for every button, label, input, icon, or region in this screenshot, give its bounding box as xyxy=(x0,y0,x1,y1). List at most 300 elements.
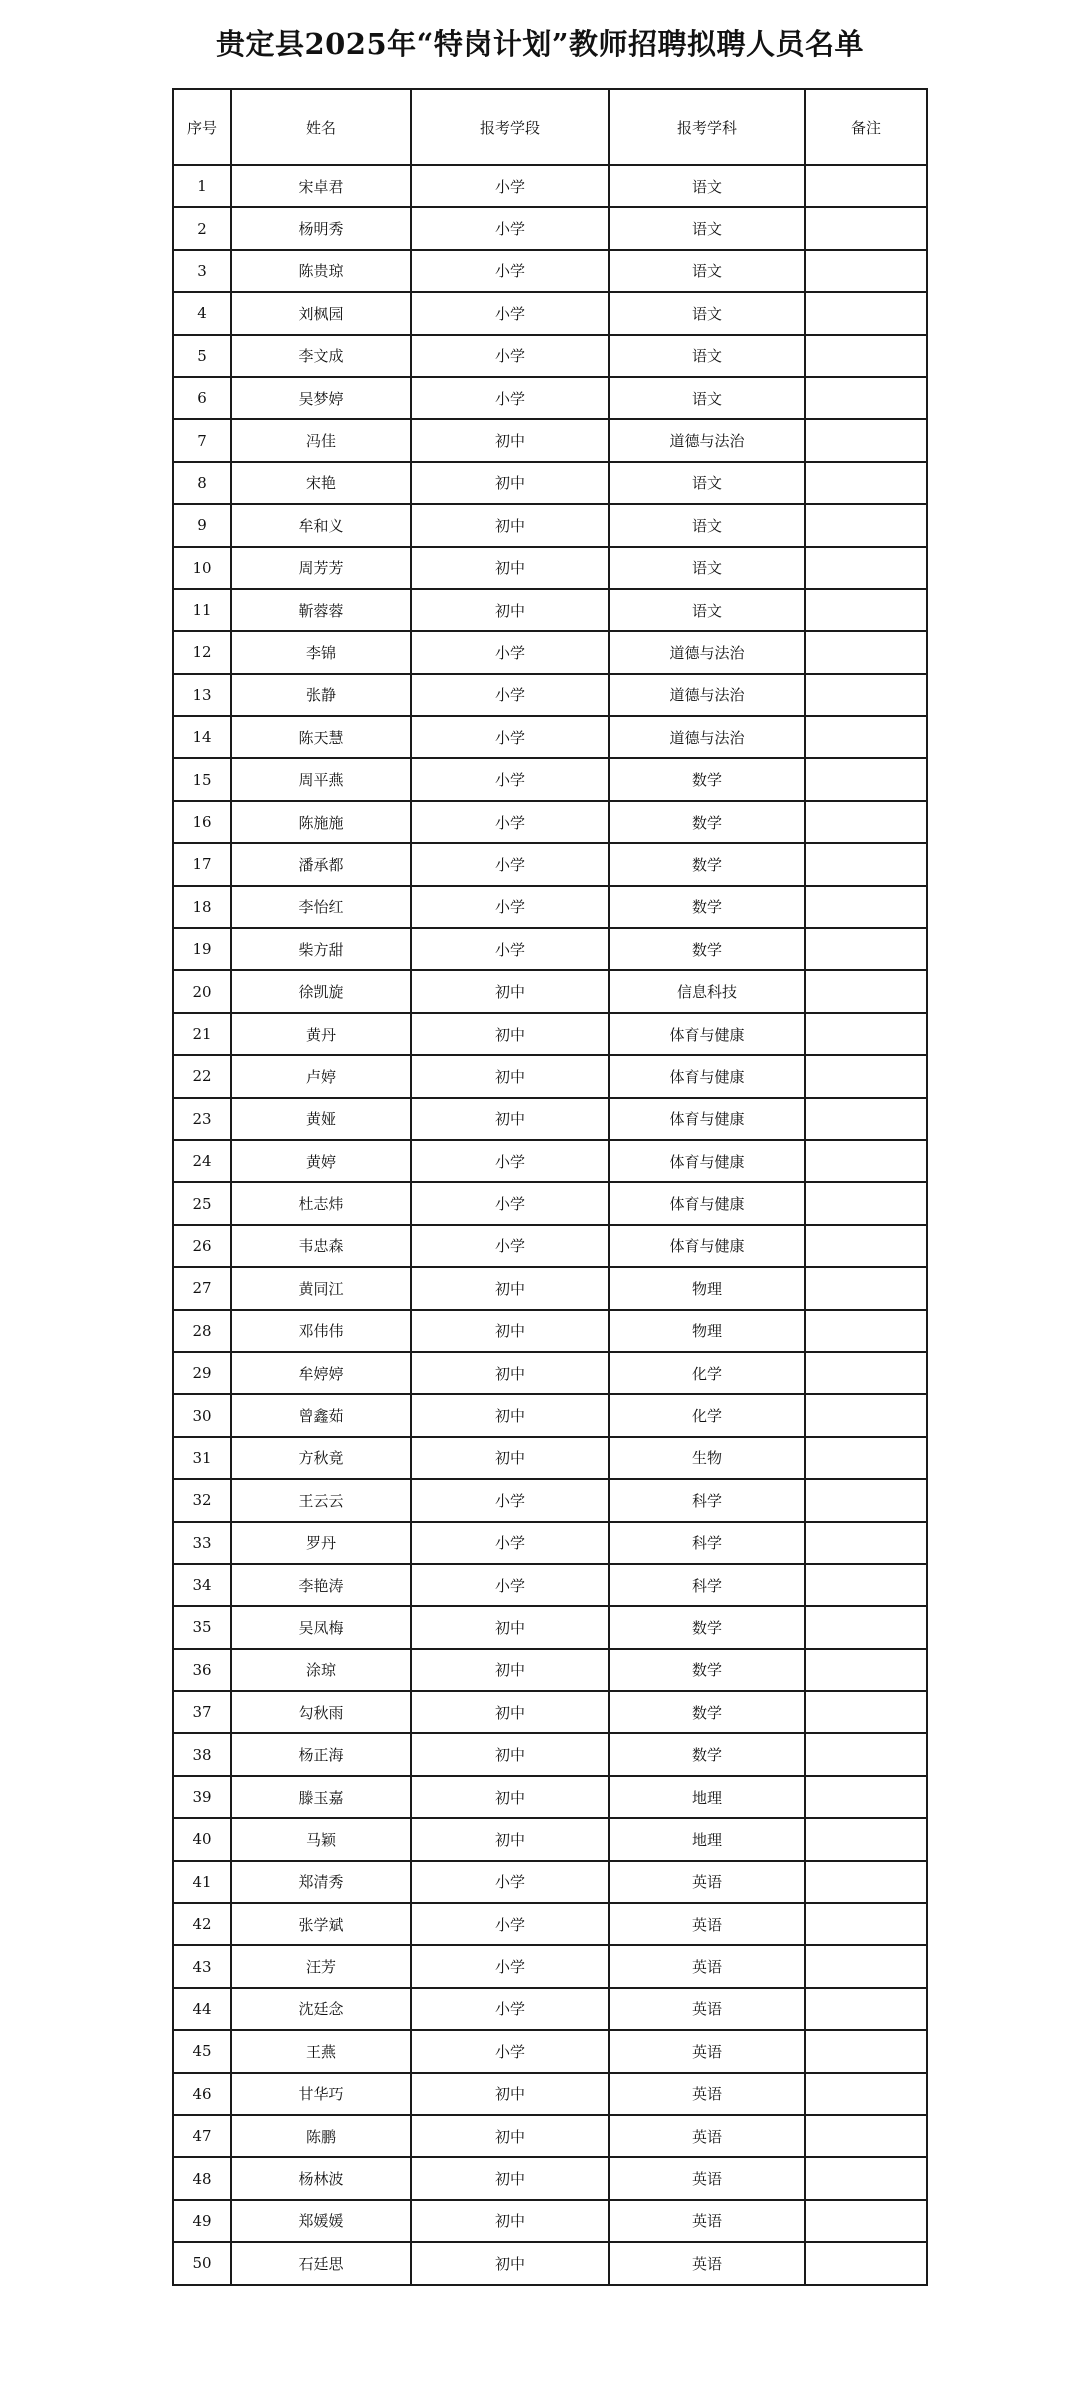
table-row xyxy=(173,1861,927,1903)
cell-note xyxy=(805,674,927,716)
cell-stage: 小学 xyxy=(411,886,609,928)
cell-subject: 道德与法治 xyxy=(609,716,805,758)
cell-seq: 2 xyxy=(173,207,231,249)
cell-name: 陈贵琼 xyxy=(231,250,411,292)
header-seq: 序号 xyxy=(173,89,231,165)
cell-note xyxy=(805,758,927,800)
cell-note xyxy=(805,1098,927,1140)
table-row xyxy=(173,207,927,249)
cell-note xyxy=(805,1522,927,1564)
cell-note xyxy=(805,589,927,631)
cell-subject: 英语 xyxy=(609,1861,805,1903)
cell-seq: 5 xyxy=(173,335,231,377)
cell-name: 汪芳 xyxy=(231,1945,411,1987)
cell-subject: 数学 xyxy=(609,1691,805,1733)
cell-name: 曾鑫茹 xyxy=(231,1394,411,1436)
table-row xyxy=(173,1479,927,1521)
cell-seq: 25 xyxy=(173,1182,231,1224)
cell-note xyxy=(805,1352,927,1394)
cell-stage: 初中 xyxy=(411,970,609,1012)
cell-seq: 27 xyxy=(173,1267,231,1309)
cell-stage: 小学 xyxy=(411,801,609,843)
cell-stage: 小学 xyxy=(411,928,609,970)
cell-stage: 小学 xyxy=(411,250,609,292)
cell-subject: 语文 xyxy=(609,504,805,546)
table-header xyxy=(173,89,927,165)
cell-subject: 数学 xyxy=(609,1733,805,1775)
cell-note xyxy=(805,1394,927,1436)
cell-name: 李锦 xyxy=(231,631,411,673)
table-row xyxy=(173,1606,927,1648)
cell-note xyxy=(805,1649,927,1691)
cell-stage: 小学 xyxy=(411,1861,609,1903)
cell-subject: 数学 xyxy=(609,843,805,885)
cell-seq: 11 xyxy=(173,589,231,631)
cell-note xyxy=(805,2073,927,2115)
table-row xyxy=(173,1310,927,1352)
table-row xyxy=(173,2200,927,2242)
cell-stage: 小学 xyxy=(411,1522,609,1564)
table-row xyxy=(173,504,927,546)
cell-subject: 语文 xyxy=(609,207,805,249)
table-row xyxy=(173,1988,927,2030)
cell-subject: 英语 xyxy=(609,2242,805,2284)
cell-stage: 初中 xyxy=(411,1818,609,1860)
table-row xyxy=(173,335,927,377)
table-row xyxy=(173,377,927,419)
cell-seq: 7 xyxy=(173,419,231,461)
table-row xyxy=(173,2242,927,2284)
cell-stage: 初中 xyxy=(411,1691,609,1733)
cell-name: 牟婷婷 xyxy=(231,1352,411,1394)
cell-seq: 32 xyxy=(173,1479,231,1521)
cell-name: 黄丹 xyxy=(231,1013,411,1055)
table-row xyxy=(173,2030,927,2072)
header-subject: 报考学科 xyxy=(609,89,805,165)
cell-seq: 44 xyxy=(173,1988,231,2030)
cell-name: 徐凯旋 xyxy=(231,970,411,1012)
cell-stage: 小学 xyxy=(411,1988,609,2030)
page-title: 贵定县2025年“特岗计划”教师招聘拟聘人员名单 xyxy=(215,27,865,61)
cell-subject: 体育与健康 xyxy=(609,1182,805,1224)
cell-subject: 地理 xyxy=(609,1818,805,1860)
cell-seq: 42 xyxy=(173,1903,231,1945)
cell-subject: 英语 xyxy=(609,1903,805,1945)
cell-seq: 3 xyxy=(173,250,231,292)
header-row xyxy=(173,89,927,165)
table-row xyxy=(173,1225,927,1267)
cell-name: 沈廷念 xyxy=(231,1988,411,2030)
cell-subject: 语文 xyxy=(609,335,805,377)
cell-stage: 初中 xyxy=(411,504,609,546)
cell-note xyxy=(805,207,927,249)
cell-seq: 41 xyxy=(173,1861,231,1903)
cell-subject: 道德与法治 xyxy=(609,631,805,673)
cell-seq: 21 xyxy=(173,1013,231,1055)
cell-stage: 初中 xyxy=(411,1394,609,1436)
cell-note xyxy=(805,2157,927,2199)
cell-seq: 43 xyxy=(173,1945,231,1987)
cell-subject: 化学 xyxy=(609,1394,805,1436)
cell-subject: 语文 xyxy=(609,589,805,631)
cell-name: 牟和义 xyxy=(231,504,411,546)
cell-name: 马颖 xyxy=(231,1818,411,1860)
cell-name: 杨明秀 xyxy=(231,207,411,249)
header-name: 姓名 xyxy=(231,89,411,165)
cell-seq: 46 xyxy=(173,2073,231,2115)
cell-note xyxy=(805,886,927,928)
cell-stage: 初中 xyxy=(411,2242,609,2284)
cell-seq: 17 xyxy=(173,843,231,885)
cell-stage: 初中 xyxy=(411,1267,609,1309)
cell-stage: 小学 xyxy=(411,1140,609,1182)
cell-note xyxy=(805,1140,927,1182)
cell-subject: 道德与法治 xyxy=(609,674,805,716)
cell-stage: 初中 xyxy=(411,1013,609,1055)
cell-subject: 道德与法治 xyxy=(609,419,805,461)
table-row xyxy=(173,1522,927,1564)
cell-name: 甘华巧 xyxy=(231,2073,411,2115)
cell-subject: 体育与健康 xyxy=(609,1225,805,1267)
cell-seq: 20 xyxy=(173,970,231,1012)
cell-note xyxy=(805,165,927,207)
table-row xyxy=(173,292,927,334)
cell-subject: 数学 xyxy=(609,886,805,928)
cell-subject: 信息科技 xyxy=(609,970,805,1012)
cell-subject: 体育与健康 xyxy=(609,1013,805,1055)
cell-name: 李艳涛 xyxy=(231,1564,411,1606)
cell-name: 石廷思 xyxy=(231,2242,411,2284)
cell-name: 宋卓君 xyxy=(231,165,411,207)
table-row xyxy=(173,843,927,885)
cell-seq: 19 xyxy=(173,928,231,970)
table-body xyxy=(173,165,927,2285)
cell-subject: 地理 xyxy=(609,1776,805,1818)
cell-name: 杨林波 xyxy=(231,2157,411,2199)
table-row xyxy=(173,801,927,843)
cell-subject: 体育与健康 xyxy=(609,1055,805,1097)
cell-name: 王燕 xyxy=(231,2030,411,2072)
cell-note xyxy=(805,928,927,970)
cell-name: 郑清秀 xyxy=(231,1861,411,1903)
table-row xyxy=(173,1437,927,1479)
cell-stage: 初中 xyxy=(411,1437,609,1479)
cell-name: 黄同江 xyxy=(231,1267,411,1309)
cell-seq: 26 xyxy=(173,1225,231,1267)
cell-name: 杨正海 xyxy=(231,1733,411,1775)
cell-name: 郑媛媛 xyxy=(231,2200,411,2242)
cell-note xyxy=(805,631,927,673)
cell-stage: 初中 xyxy=(411,2157,609,2199)
cell-seq: 47 xyxy=(173,2115,231,2157)
cell-seq: 22 xyxy=(173,1055,231,1097)
table-row xyxy=(173,970,927,1012)
cell-stage: 小学 xyxy=(411,292,609,334)
cell-name: 涂琼 xyxy=(231,1649,411,1691)
cell-name: 陈施施 xyxy=(231,801,411,843)
cell-subject: 语文 xyxy=(609,165,805,207)
cell-note xyxy=(805,1733,927,1775)
cell-stage: 小学 xyxy=(411,1182,609,1224)
cell-name: 邓伟伟 xyxy=(231,1310,411,1352)
table-row xyxy=(173,1945,927,1987)
cell-seq: 16 xyxy=(173,801,231,843)
cell-name: 李文成 xyxy=(231,335,411,377)
cell-stage: 小学 xyxy=(411,631,609,673)
cell-seq: 28 xyxy=(173,1310,231,1352)
cell-name: 宋艳 xyxy=(231,462,411,504)
cell-seq: 1 xyxy=(173,165,231,207)
cell-note xyxy=(805,1988,927,2030)
cell-name: 柴方甜 xyxy=(231,928,411,970)
cell-seq: 10 xyxy=(173,547,231,589)
table-row xyxy=(173,1055,927,1097)
cell-name: 靳蓉蓉 xyxy=(231,589,411,631)
cell-name: 潘承都 xyxy=(231,843,411,885)
table-row xyxy=(173,758,927,800)
cell-seq: 12 xyxy=(173,631,231,673)
cell-name: 陈鹏 xyxy=(231,2115,411,2157)
cell-stage: 初中 xyxy=(411,462,609,504)
cell-note xyxy=(805,1818,927,1860)
cell-stage: 初中 xyxy=(411,1606,609,1648)
table-row xyxy=(173,1182,927,1224)
cell-seq: 8 xyxy=(173,462,231,504)
cell-stage: 小学 xyxy=(411,1945,609,1987)
cell-note xyxy=(805,1437,927,1479)
cell-name: 黄娅 xyxy=(231,1098,411,1140)
cell-note xyxy=(805,462,927,504)
cell-name: 刘枫园 xyxy=(231,292,411,334)
cell-name: 陈天慧 xyxy=(231,716,411,758)
cell-note xyxy=(805,1861,927,1903)
cell-subject: 英语 xyxy=(609,2073,805,2115)
table-row xyxy=(173,886,927,928)
cell-seq: 14 xyxy=(173,716,231,758)
cell-subject: 数学 xyxy=(609,1649,805,1691)
cell-subject: 科学 xyxy=(609,1522,805,1564)
table-row xyxy=(173,1013,927,1055)
cell-subject: 英语 xyxy=(609,2115,805,2157)
cell-note xyxy=(805,1055,927,1097)
cell-note xyxy=(805,1776,927,1818)
cell-subject: 科学 xyxy=(609,1479,805,1521)
cell-stage: 初中 xyxy=(411,1098,609,1140)
cell-subject: 数学 xyxy=(609,758,805,800)
cell-note xyxy=(805,801,927,843)
recruitment-table xyxy=(172,88,928,2286)
table-row xyxy=(173,1352,927,1394)
cell-seq: 24 xyxy=(173,1140,231,1182)
table-row xyxy=(173,1776,927,1818)
table-row xyxy=(173,674,927,716)
table-row xyxy=(173,716,927,758)
cell-seq: 36 xyxy=(173,1649,231,1691)
cell-stage: 小学 xyxy=(411,716,609,758)
cell-note xyxy=(805,2115,927,2157)
cell-subject: 物理 xyxy=(609,1267,805,1309)
cell-subject: 数学 xyxy=(609,801,805,843)
table-row xyxy=(173,928,927,970)
cell-seq: 15 xyxy=(173,758,231,800)
cell-subject: 化学 xyxy=(609,1352,805,1394)
cell-stage: 小学 xyxy=(411,1479,609,1521)
cell-note xyxy=(805,335,927,377)
table-row xyxy=(173,2157,927,2199)
cell-name: 滕玉嘉 xyxy=(231,1776,411,1818)
cell-seq: 49 xyxy=(173,2200,231,2242)
cell-stage: 初中 xyxy=(411,1352,609,1394)
cell-subject: 语文 xyxy=(609,250,805,292)
cell-stage: 初中 xyxy=(411,2115,609,2157)
cell-seq: 45 xyxy=(173,2030,231,2072)
table-row xyxy=(173,1691,927,1733)
table-row xyxy=(173,419,927,461)
cell-seq: 48 xyxy=(173,2157,231,2199)
cell-stage: 小学 xyxy=(411,2030,609,2072)
cell-note xyxy=(805,504,927,546)
cell-stage: 小学 xyxy=(411,1564,609,1606)
cell-name: 勾秋雨 xyxy=(231,1691,411,1733)
cell-stage: 小学 xyxy=(411,674,609,716)
cell-stage: 小学 xyxy=(411,165,609,207)
cell-name: 冯佳 xyxy=(231,419,411,461)
table-row xyxy=(173,1818,927,1860)
cell-name: 王云云 xyxy=(231,1479,411,1521)
cell-stage: 初中 xyxy=(411,589,609,631)
table-row xyxy=(173,165,927,207)
cell-note xyxy=(805,1606,927,1648)
table-row xyxy=(173,1564,927,1606)
cell-name: 张静 xyxy=(231,674,411,716)
table-row xyxy=(173,547,927,589)
cell-name: 罗丹 xyxy=(231,1522,411,1564)
cell-note xyxy=(805,419,927,461)
cell-note xyxy=(805,2200,927,2242)
cell-seq: 35 xyxy=(173,1606,231,1648)
cell-seq: 9 xyxy=(173,504,231,546)
cell-name: 方秋竟 xyxy=(231,1437,411,1479)
cell-stage: 初中 xyxy=(411,419,609,461)
table-row xyxy=(173,631,927,673)
cell-subject: 数学 xyxy=(609,928,805,970)
cell-stage: 小学 xyxy=(411,377,609,419)
cell-stage: 初中 xyxy=(411,1733,609,1775)
cell-subject: 英语 xyxy=(609,2157,805,2199)
table-row xyxy=(173,2115,927,2157)
cell-note xyxy=(805,716,927,758)
table-row xyxy=(173,2073,927,2115)
cell-note xyxy=(805,1013,927,1055)
cell-stage: 初中 xyxy=(411,1310,609,1352)
cell-stage: 初中 xyxy=(411,2200,609,2242)
cell-seq: 39 xyxy=(173,1776,231,1818)
cell-subject: 生物 xyxy=(609,1437,805,1479)
cell-note xyxy=(805,377,927,419)
cell-subject: 英语 xyxy=(609,1988,805,2030)
cell-note xyxy=(805,1691,927,1733)
cell-stage: 初中 xyxy=(411,1055,609,1097)
cell-note xyxy=(805,1310,927,1352)
header-note: 备注 xyxy=(805,89,927,165)
cell-seq: 33 xyxy=(173,1522,231,1564)
cell-name: 黄婷 xyxy=(231,1140,411,1182)
table-row xyxy=(173,1098,927,1140)
cell-seq: 6 xyxy=(173,377,231,419)
cell-subject: 英语 xyxy=(609,1945,805,1987)
cell-subject: 体育与健康 xyxy=(609,1098,805,1140)
cell-seq: 38 xyxy=(173,1733,231,1775)
cell-name: 卢婷 xyxy=(231,1055,411,1097)
cell-name: 周平燕 xyxy=(231,758,411,800)
cell-seq: 34 xyxy=(173,1564,231,1606)
cell-name: 周芳芳 xyxy=(231,547,411,589)
cell-note xyxy=(805,1479,927,1521)
table-row xyxy=(173,589,927,631)
cell-note xyxy=(805,1267,927,1309)
cell-note xyxy=(805,1903,927,1945)
table-row xyxy=(173,250,927,292)
cell-note xyxy=(805,1945,927,1987)
cell-subject: 科学 xyxy=(609,1564,805,1606)
cell-seq: 40 xyxy=(173,1818,231,1860)
cell-name: 李怡红 xyxy=(231,886,411,928)
table-row xyxy=(173,1394,927,1436)
cell-note xyxy=(805,843,927,885)
cell-stage: 小学 xyxy=(411,758,609,800)
cell-stage: 小学 xyxy=(411,207,609,249)
cell-name: 吴凤梅 xyxy=(231,1606,411,1648)
table-row xyxy=(173,1903,927,1945)
table-row xyxy=(173,462,927,504)
cell-note xyxy=(805,547,927,589)
cell-seq: 4 xyxy=(173,292,231,334)
cell-seq: 18 xyxy=(173,886,231,928)
table-row xyxy=(173,1649,927,1691)
cell-stage: 初中 xyxy=(411,547,609,589)
cell-seq: 37 xyxy=(173,1691,231,1733)
cell-note xyxy=(805,970,927,1012)
cell-note xyxy=(805,1564,927,1606)
cell-subject: 语文 xyxy=(609,377,805,419)
cell-note xyxy=(805,2242,927,2284)
cell-note xyxy=(805,1182,927,1224)
cell-name: 吴梦婷 xyxy=(231,377,411,419)
cell-stage: 小学 xyxy=(411,843,609,885)
cell-seq: 29 xyxy=(173,1352,231,1394)
cell-subject: 语文 xyxy=(609,292,805,334)
cell-subject: 语文 xyxy=(609,547,805,589)
cell-stage: 小学 xyxy=(411,1225,609,1267)
cell-seq: 50 xyxy=(173,2242,231,2284)
cell-name: 杜志炜 xyxy=(231,1182,411,1224)
cell-subject: 数学 xyxy=(609,1606,805,1648)
table-row xyxy=(173,1140,927,1182)
cell-seq: 13 xyxy=(173,674,231,716)
cell-note xyxy=(805,1225,927,1267)
cell-stage: 小学 xyxy=(411,1903,609,1945)
cell-subject: 英语 xyxy=(609,2200,805,2242)
cell-note xyxy=(805,250,927,292)
cell-subject: 语文 xyxy=(609,462,805,504)
cell-name: 韦忠森 xyxy=(231,1225,411,1267)
cell-subject: 英语 xyxy=(609,2030,805,2072)
table-row xyxy=(173,1267,927,1309)
cell-note xyxy=(805,292,927,334)
cell-stage: 初中 xyxy=(411,1776,609,1818)
cell-stage: 初中 xyxy=(411,2073,609,2115)
cell-note xyxy=(805,2030,927,2072)
